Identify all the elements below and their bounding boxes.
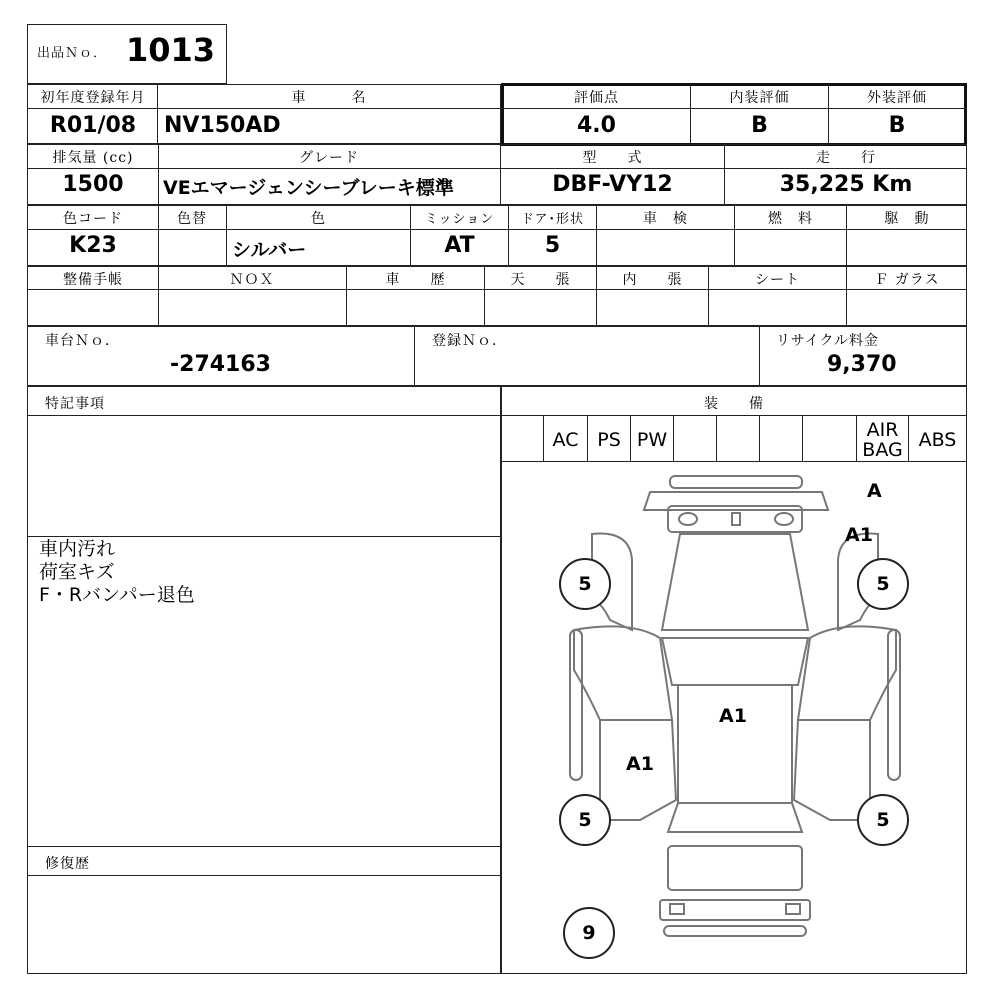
chassis-value: -274163 <box>170 352 271 377</box>
nox-label: ＮＯＸ <box>229 272 275 288</box>
drive-label: 駆 動 <box>884 211 930 227</box>
repair-label: 修復歴 <box>45 856 90 872</box>
seat-label: シート <box>755 272 800 288</box>
interior-label: 内装評価 <box>729 90 790 106</box>
equipment-item-ps: PS <box>597 429 621 451</box>
name-value: NV150AD <box>164 113 281 138</box>
lot-number: 1013 <box>126 31 216 69</box>
rear-tailgate <box>668 846 802 890</box>
right-front-door <box>798 626 896 720</box>
lot-label: 出品Ｎｏ． <box>37 46 108 61</box>
model-value: DBF-VY12 <box>552 172 673 197</box>
rear-light-right <box>786 904 800 914</box>
front-bumper-outline <box>670 476 802 488</box>
fuel-label: 燃 料 <box>768 211 813 227</box>
damage-mark-front-right: A1 <box>845 524 873 546</box>
inner-label: 内 張 <box>622 272 683 288</box>
displacement-label: 排気量 (cc) <box>52 150 134 166</box>
displacement-value: 1500 <box>62 172 124 197</box>
equipment-item-7 <box>803 419 856 461</box>
model-label: 型 式 <box>582 150 643 166</box>
color-change-label: 色替 <box>177 211 207 227</box>
exterior-value: B <box>888 113 906 138</box>
equipment-item-ac: AC <box>552 429 579 451</box>
right-rear-door <box>794 720 870 820</box>
left-front-door <box>574 626 672 720</box>
damage-mark-roof: A1 <box>719 705 747 727</box>
row5-div2 <box>759 326 760 386</box>
grade-value: VEエマージェンシーブレーキ標準 <box>163 177 454 199</box>
note-line-3: F・Rバンパー退色 <box>39 584 195 606</box>
history-label: 車 歴 <box>385 272 446 288</box>
equipment-item-abs: ABS <box>918 429 957 451</box>
damage-mark-left-side: A1 <box>626 753 654 775</box>
name-label: 車 名 <box>291 90 367 106</box>
color-code-label: 色コード <box>63 211 123 227</box>
mileage-value: 35,225 Km <box>779 172 913 197</box>
left-mirror-strip <box>570 630 582 780</box>
grade-label: グレード <box>299 150 359 166</box>
front-light-left <box>679 513 697 525</box>
door-value: 5 <box>544 233 561 258</box>
recycle-label: リサイクル料金 <box>776 333 880 349</box>
roof <box>678 685 792 803</box>
glass-label: Ｆ ガラス <box>874 272 940 288</box>
reg-value: R01/08 <box>49 113 137 138</box>
mileage-label: 走 行 <box>816 150 876 166</box>
tire-front-right: 5 <box>857 558 909 610</box>
tire-rear-right: 5 <box>857 794 909 846</box>
recycle-value: 9,370 <box>827 352 897 377</box>
note-line-2: 荷室キズ <box>39 561 115 583</box>
tire-front-left: 5 <box>559 558 611 610</box>
chassis-label: 車台Ｎｏ． <box>45 333 120 349</box>
equipment-row-bottom <box>501 461 967 462</box>
color-code-value: K23 <box>69 233 117 258</box>
notes-box <box>27 386 501 974</box>
color-label: 色 <box>311 211 326 227</box>
equipment-item-airbag: AIR BAG <box>862 419 903 461</box>
damage-mark-front: A <box>867 480 882 502</box>
score-value: 4.0 <box>577 113 616 138</box>
maint-label: 整備手帳 <box>63 272 123 288</box>
equipment-item-5 <box>717 419 759 461</box>
hood <box>662 534 808 630</box>
color-value: シルバー <box>232 239 307 261</box>
reg-label: 初年度登録年月 <box>40 90 146 106</box>
front-emblem <box>732 513 740 525</box>
exterior-label: 外装評価 <box>867 90 927 106</box>
roof-label: 天 張 <box>510 272 571 288</box>
notes-divider <box>27 536 501 537</box>
mission-value: AT <box>444 233 475 258</box>
equipment-item-4 <box>674 419 716 461</box>
equipment-item-0 <box>502 419 543 461</box>
score-label: 評価点 <box>574 90 619 106</box>
repair-header-bottom <box>27 875 501 876</box>
notes-label: 特記事項 <box>45 396 105 412</box>
windshield <box>662 638 808 685</box>
equipment-item-pw: PW <box>636 429 668 451</box>
right-mirror-strip <box>888 630 900 780</box>
rear-step <box>664 926 806 936</box>
car-diagram <box>540 470 960 970</box>
rear-light-left <box>670 904 684 914</box>
equipment-label: 装 備 <box>704 396 764 412</box>
interior-value: B <box>751 113 768 138</box>
equipment-item-6 <box>760 419 802 461</box>
regno-label: 登録Ｎｏ． <box>432 333 507 349</box>
row5-div1 <box>414 326 415 386</box>
inspection-label: 車 検 <box>643 211 688 227</box>
repair-header-top <box>27 846 501 847</box>
door-label: ドア･形状 <box>520 212 585 227</box>
mission-label: ミッション <box>424 212 495 227</box>
tire-spare: 9 <box>563 907 615 959</box>
tire-rear-left: 5 <box>559 794 611 846</box>
rear-window <box>668 803 802 832</box>
note-line-1: 車内汚れ <box>39 538 116 560</box>
front-light-right <box>775 513 793 525</box>
